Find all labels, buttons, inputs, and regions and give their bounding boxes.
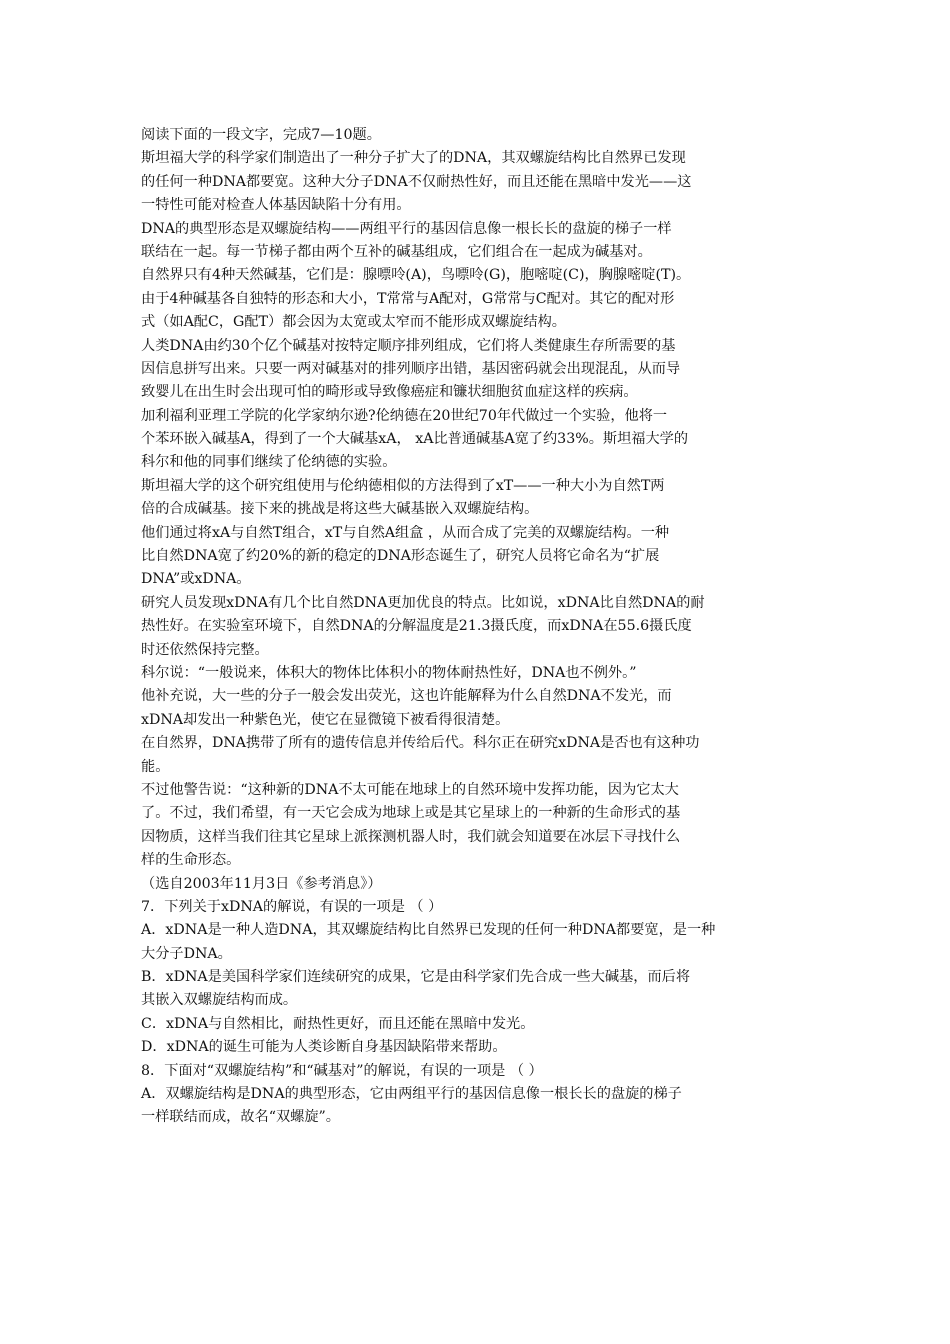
text-line: 阅读下面的一段文字，完成7—10题。 xyxy=(141,127,381,143)
text-line: 样的生命形态。 xyxy=(141,852,241,869)
question-7-option-a: A．xDNA是一种人造DNA，其双螺旋结构比自然界已发现的任何一种DNA都要宽，是一种 xyxy=(141,922,716,939)
text-line: 科尔说：“一般说来，体积大的物体比体积小的物体耐热性好，DNA也不例外。” xyxy=(141,664,637,681)
source-citation: （选自2003年11月3日《参考消息》） xyxy=(141,875,382,892)
text-line: 倍的合成碱基。接下来的挑战是将这些大碱基嵌入双螺旋结构。 xyxy=(141,501,539,518)
text-line: 式（如A配C，G配T）都会因为太宽或太窄而不能形成双螺旋结构。 xyxy=(141,314,566,331)
text-line: 他补充说，大一些的分子一般会发出荧光，这也许能解释为什么自然DNA不发光，而 xyxy=(141,688,672,705)
text-line: 因物质，这样当我们往其它星球上派探测机器人时，我们就会知道要在冰层下寻找什么 xyxy=(141,828,681,845)
question-8: 8．下面对“双螺旋结构”和“碱基对”的解说，有误的一项是 （ ） xyxy=(141,1062,543,1079)
question-7-option-b-cont: 其嵌入双螺旋结构而成。 xyxy=(141,992,298,1009)
text-line: 自然界只有4种天然碱基，它们是：腺嘌呤(A)，鸟嘌呤(G)，胞嘧啶(C)，胸腺嘧啶(T)。 xyxy=(141,267,691,284)
question-7-option-b: B．xDNA是美国科学家们连续研究的成果，它是由科学家们先合成一些大碱基，而后将 xyxy=(141,969,691,986)
text-line: 研究人员发现xDNA有几个比自然DNA更加优良的特点。比如说，xDNA比自然DNA的耐 xyxy=(141,594,705,611)
question-7: 7．下列关于xDNA的解说，有误的一项是 （ ） xyxy=(141,898,443,915)
text-line: 了。不过，我们希望，有一天它会成为地球上或是其它星球上的一种新的生命形式的基 xyxy=(141,805,681,822)
question-7-option-c: C．xDNA与自然相比，耐热性更好，而且还能在黑暗中发光。 xyxy=(141,1015,535,1032)
text-line: xDNA却发出一种紫色光，使它在显微镜下被看得很清楚。 xyxy=(141,711,510,728)
question-8-option-a: A．双螺旋结构是DNA的典型形态，它由两组平行的基因信息像一根长长的盘旋的梯子 xyxy=(141,1086,682,1103)
text-line: 联结在一起。每一节梯子都由两个互补的碱基组成，它们组合在一起成为碱基对。 xyxy=(141,243,652,260)
text-line: 能。 xyxy=(141,758,170,775)
document-page xyxy=(141,124,831,1130)
text-line: 比自然DNA宽了约20%的新的稳定的DNA形态诞生了，研究人员将它命名为“扩展 xyxy=(141,548,660,565)
text-line: 的任何一种DNA都要宽。这种大分子DNA不仅耐热性好，而且还能在黑暗中发光——这 xyxy=(141,173,692,190)
text-line: 致婴儿在出生时会出现可怕的畸形或导致像癌症和镰状细胞贫血症这样的疾病。 xyxy=(141,384,638,401)
text-line: 在自然界，DNA携带了所有的遗传信息并传给后代。科尔正在研究xDNA是否也有这种功 xyxy=(141,735,700,752)
text-line: 他们通过将xA与自然T组合，xT与自然A组盒 ，从而合成了完美的双螺旋结构。一种 xyxy=(141,524,670,541)
text-line: 因信息拼写出来。只要一两对碱基对的排列顺序出错，基因密码就会出现混乱，从而导 xyxy=(141,360,681,377)
question-7-option-d: D．xDNA的诞生可能为人类诊断自身基因缺陷带来帮助。 xyxy=(141,1039,507,1056)
text-line: DNA的典型形态是双螺旋结构——两组平行的基因信息像一根长长的盘旋的梯子一样 xyxy=(141,220,672,237)
text-line: 科尔和他的同事们继续了伦纳德的实验。 xyxy=(141,454,397,471)
text-line: 热性好。在实验室环境下，自然DNA的分解温度是21.3摄氏度，而xDNA在55.6摄氏度 xyxy=(141,618,692,635)
text-line: 斯坦福大学的科学家们制造出了一种分子扩大了的DNA，其双螺旋结构比自然界已发现 xyxy=(141,150,686,167)
text-line: DNA”或xDNA。 xyxy=(141,571,251,588)
text-line: 个苯环嵌入碱基A，得到了一个大碱基xA， xA比普通碱基A宽了约33%。斯坦福大学的 xyxy=(141,431,689,448)
text-line: 斯坦福大学的这个研究组使用与伦纳德相似的方法得到了xT——一种大小为自然T两 xyxy=(141,477,665,494)
text-line: 由于4种碱基各自独特的形态和大小，T常常与A配对，G常常与C配对。其它的配对形 xyxy=(141,290,675,307)
question-8-option-a-cont: 一样联结而成，故名“双螺旋”。 xyxy=(141,1109,340,1126)
text-line: 时还依然保持完整。 xyxy=(141,641,269,658)
text-line: 不过他警告说：“这种新的DNA不太可能在地球上的自然环境中发挥功能，因为它太大 xyxy=(141,781,679,798)
text-line: 人类DNA由约30个亿个碱基对按特定顺序排列组成，它们将人类健康生存所需要的基 xyxy=(141,337,676,354)
question-7-option-a-cont: 大分子DNA。 xyxy=(141,945,232,962)
text-line: 一特性可能对检查人体基因缺陷十分有用。 xyxy=(141,197,411,214)
text-line: 加利福利亚理工学院的化学家纳尔逊?伦纳德在20世纪70年代做过一个实验，他将一 xyxy=(141,407,668,424)
